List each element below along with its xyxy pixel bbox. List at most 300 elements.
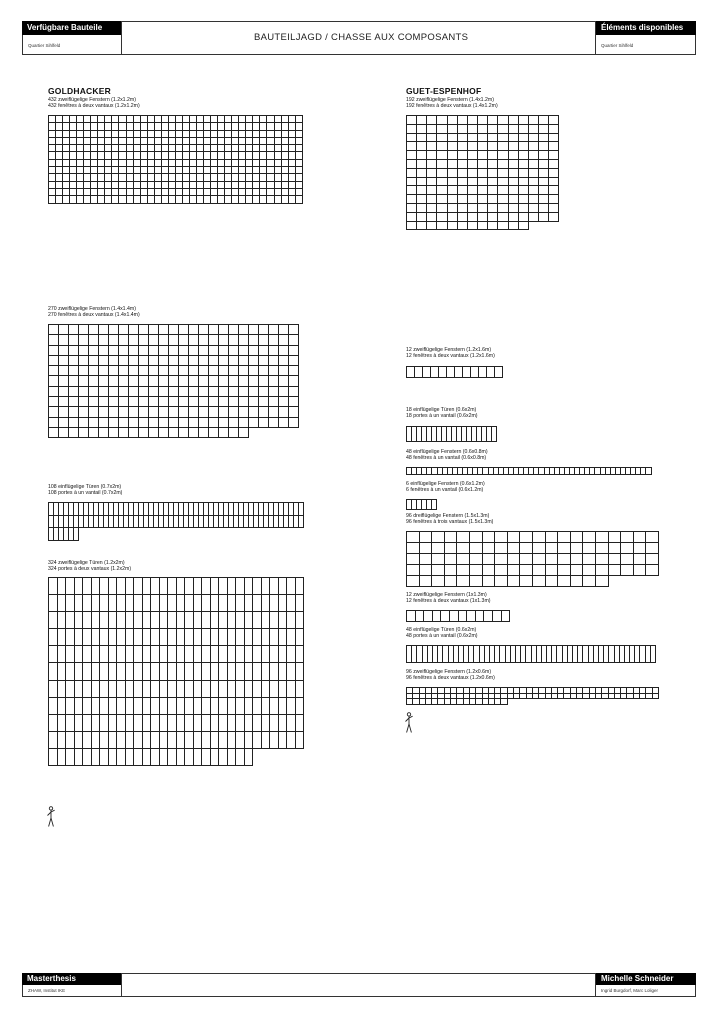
component-cell	[148, 174, 155, 181]
component-cell	[218, 152, 225, 159]
component-cell	[253, 145, 260, 152]
component-cell	[211, 167, 218, 174]
component-cell	[296, 578, 305, 595]
component-cell	[539, 125, 549, 134]
component-cell	[225, 138, 232, 145]
component-cell	[139, 356, 149, 366]
component-cell	[84, 174, 91, 181]
component-cell	[59, 346, 69, 356]
component-cell	[126, 629, 135, 646]
component-cell	[129, 418, 139, 428]
caption-de: 108 einflügelige Türen (0.7x2m)	[48, 484, 122, 490]
component-cell	[204, 167, 211, 174]
component-cell	[143, 612, 152, 629]
component-cell	[229, 346, 239, 356]
component-cell	[571, 532, 584, 543]
component-cell	[49, 167, 56, 174]
component-cell	[253, 629, 262, 646]
component-cell	[269, 418, 279, 428]
component-cell	[437, 204, 447, 213]
component-cell	[91, 196, 98, 203]
component-cell	[296, 138, 303, 145]
component-cell	[269, 376, 279, 386]
component-cell	[509, 186, 519, 195]
component-cell	[269, 346, 279, 356]
component-cell	[169, 418, 179, 428]
component-cell	[458, 195, 468, 204]
component-cell	[151, 646, 160, 663]
component-cell	[437, 178, 447, 187]
component-cell	[129, 407, 139, 417]
component-cell	[260, 182, 267, 189]
component-cell	[117, 749, 126, 766]
footer-left-sub: ZHAW, Institut IKE	[28, 988, 66, 993]
component-cell	[168, 646, 177, 663]
component-cell	[218, 123, 225, 130]
component-cell	[204, 189, 211, 196]
component-cell	[105, 167, 112, 174]
component-cell	[109, 612, 118, 629]
component-cell	[112, 174, 119, 181]
component-cell	[211, 578, 220, 595]
component-cell	[424, 611, 433, 622]
component-cell	[168, 612, 177, 629]
component-cell	[177, 749, 186, 766]
component-cell	[427, 142, 437, 151]
component-cell	[253, 715, 262, 732]
component-cell	[228, 698, 237, 715]
component-cell	[211, 595, 220, 612]
component-cell	[179, 366, 189, 376]
component-cell	[141, 123, 148, 130]
component-cell	[239, 167, 246, 174]
component-cell	[89, 356, 99, 366]
component-cell	[269, 387, 279, 397]
component-cell	[151, 749, 160, 766]
component-cell	[179, 325, 189, 335]
component-cell	[119, 167, 126, 174]
component-cell	[119, 397, 129, 407]
component-cell	[450, 611, 459, 622]
component-cell	[282, 189, 289, 196]
component-cell	[427, 134, 437, 143]
component-cell	[58, 595, 67, 612]
component-cell	[117, 732, 126, 749]
component-cell	[160, 663, 169, 680]
component-grid	[406, 467, 652, 475]
component-cell	[92, 732, 101, 749]
caption-fr: 96 fenêtres à trois vantaux (1.5x1.3m)	[406, 518, 494, 525]
component-cell	[79, 418, 89, 428]
component-cell	[407, 169, 417, 178]
component-cell	[194, 578, 203, 595]
component-cell	[151, 663, 160, 680]
component-cell	[176, 174, 183, 181]
component-cell	[417, 151, 427, 160]
component-cell	[109, 663, 118, 680]
component-cell	[197, 167, 204, 174]
component-cell	[204, 131, 211, 138]
component-cell	[546, 554, 559, 565]
component-cell	[470, 543, 483, 554]
component-cell	[249, 407, 259, 417]
component-cell	[296, 663, 305, 680]
component-cell	[49, 346, 59, 356]
component-cell	[445, 554, 458, 565]
component-cell	[520, 532, 533, 543]
component-cell	[197, 123, 204, 130]
component-cell	[427, 116, 437, 125]
component-cell	[249, 376, 259, 386]
component-cell	[539, 169, 549, 178]
component-cell	[79, 387, 89, 397]
component-cell	[270, 629, 279, 646]
component-cell	[179, 428, 189, 438]
component-cell	[488, 195, 498, 204]
component-cell	[289, 335, 299, 345]
component-cell	[141, 138, 148, 145]
component-cell	[549, 142, 559, 151]
component-cell	[282, 145, 289, 152]
component-cell	[112, 189, 119, 196]
component-cell	[89, 387, 99, 397]
component-cell	[119, 145, 126, 152]
component-cell	[275, 196, 282, 203]
component-cell	[236, 715, 245, 732]
component-cell	[270, 732, 279, 749]
component-cell	[239, 325, 249, 335]
component-cell	[508, 565, 521, 576]
component-cell	[275, 174, 282, 181]
component-cell	[296, 174, 303, 181]
component-cell	[155, 189, 162, 196]
component-cell	[109, 397, 119, 407]
footer-right-tag: Michelle Schneider	[596, 973, 696, 985]
component-cell	[634, 532, 647, 543]
component-cell	[289, 366, 299, 376]
component-cell	[199, 335, 209, 345]
component-cell	[282, 138, 289, 145]
component-cell	[134, 663, 143, 680]
component-cell	[99, 335, 109, 345]
component-cell	[282, 116, 289, 123]
component-cell	[533, 565, 546, 576]
component-cell	[69, 428, 79, 438]
component-cell	[596, 543, 609, 554]
component-cell	[204, 174, 211, 181]
component-cell	[199, 366, 209, 376]
component-cell	[49, 131, 56, 138]
component-cell	[143, 732, 152, 749]
component-cell	[105, 131, 112, 138]
component-cell	[168, 629, 177, 646]
component-cell	[279, 397, 289, 407]
component-cell	[495, 576, 508, 587]
component-cell	[151, 715, 160, 732]
component-cell	[228, 681, 237, 698]
component-cell	[253, 681, 262, 698]
component-cell	[209, 387, 219, 397]
component-cell	[427, 213, 437, 222]
component-cell	[49, 376, 59, 386]
component-cell	[70, 182, 77, 189]
component-cell	[63, 116, 70, 123]
component-cell	[431, 367, 439, 378]
component-cell	[458, 222, 468, 231]
caption-de: 270 zweiflügelige Fenstern (1.4x1.4m)	[48, 306, 136, 312]
component-cell	[139, 325, 149, 335]
component-cell	[190, 131, 197, 138]
component-cell	[502, 611, 511, 622]
component-cell	[245, 681, 254, 698]
component-cell	[468, 134, 478, 143]
component-cell	[488, 116, 498, 125]
component-cell	[253, 595, 262, 612]
component-cell	[270, 663, 279, 680]
component-cell	[275, 138, 282, 145]
component-cell	[70, 152, 77, 159]
component-cell	[105, 160, 112, 167]
component-cell	[197, 138, 204, 145]
component-cell	[162, 131, 169, 138]
component-cell	[270, 612, 279, 629]
component-cell	[168, 578, 177, 595]
component-cell	[190, 145, 197, 152]
component-cell	[478, 178, 488, 187]
component-cell	[471, 367, 479, 378]
component-cell	[246, 160, 253, 167]
component-cell	[260, 131, 267, 138]
component-cell	[126, 749, 135, 766]
component-cell	[432, 554, 445, 565]
component-cell	[228, 578, 237, 595]
component-cell	[69, 325, 79, 335]
component-cell	[236, 612, 245, 629]
component-cell	[609, 554, 622, 565]
component-cell	[427, 178, 437, 187]
component-cell	[262, 629, 271, 646]
component-cell	[162, 167, 169, 174]
component-cell	[168, 715, 177, 732]
component-cell	[609, 532, 622, 543]
component-cell	[99, 376, 109, 386]
component-cell	[66, 681, 75, 698]
component-cell	[91, 138, 98, 145]
component-cell	[134, 160, 141, 167]
component-cell	[139, 366, 149, 376]
component-cell	[139, 418, 149, 428]
component-cell	[100, 732, 109, 749]
component-cell	[63, 145, 70, 152]
component-cell	[432, 500, 437, 510]
component-cell	[253, 732, 262, 749]
component-cell	[289, 387, 299, 397]
component-cell	[49, 646, 58, 663]
component-cell	[249, 346, 259, 356]
component-cell	[267, 167, 274, 174]
component-cell	[218, 189, 225, 196]
component-cell	[468, 125, 478, 134]
component-cell	[253, 131, 260, 138]
component-cell	[219, 698, 228, 715]
component-cell	[260, 145, 267, 152]
component-cell	[249, 397, 259, 407]
component-cell	[262, 595, 271, 612]
component-cell	[134, 595, 143, 612]
component-cell	[66, 595, 75, 612]
component-cell	[239, 152, 246, 159]
component-cell	[269, 407, 279, 417]
component-cell	[109, 407, 119, 417]
component-cell	[508, 576, 521, 587]
component-cell	[59, 407, 69, 417]
component-cell	[211, 681, 220, 698]
component-cell	[498, 142, 508, 151]
component-cell	[484, 611, 493, 622]
component-cell	[77, 182, 84, 189]
component-cell	[596, 576, 609, 587]
component-cell	[457, 576, 470, 587]
component-cell	[91, 182, 98, 189]
component-cell	[183, 123, 190, 130]
component-cell	[117, 629, 126, 646]
component-cell	[119, 376, 129, 386]
component-cell	[119, 182, 126, 189]
component-cell	[59, 335, 69, 345]
component-cell	[159, 325, 169, 335]
component-cell	[99, 407, 109, 417]
component-cell	[519, 195, 529, 204]
component-cell	[245, 749, 254, 766]
caption-fr: 270 fenêtres à deux vantaux (1.4x1.4m)	[48, 311, 140, 318]
component-cell	[232, 160, 239, 167]
component-cell	[190, 196, 197, 203]
component-cell	[269, 325, 279, 335]
component-cell	[49, 595, 58, 612]
component-cell	[417, 204, 427, 213]
component-cell	[169, 335, 179, 345]
component-cell	[134, 174, 141, 181]
component-cell	[127, 145, 134, 152]
component-cell	[126, 595, 135, 612]
component-cell	[49, 356, 59, 366]
component-cell	[177, 715, 186, 732]
component-cell	[119, 335, 129, 345]
component-cell	[259, 346, 269, 356]
component-cell	[56, 152, 63, 159]
component-cell	[119, 189, 126, 196]
component-cell	[228, 612, 237, 629]
component-cell	[458, 204, 468, 213]
component-cell	[420, 565, 433, 576]
component-cell	[155, 123, 162, 130]
component-cell	[279, 356, 289, 366]
component-cell	[197, 182, 204, 189]
caption-de: 96 dreiflügelige Fenstern (1.5x1.3m)	[406, 513, 490, 519]
component-cell	[91, 189, 98, 196]
component-cell	[219, 681, 228, 698]
component-cell	[162, 160, 169, 167]
component-cell	[218, 145, 225, 152]
component-grid	[48, 577, 304, 766]
component-cell	[488, 169, 498, 178]
component-cell	[109, 698, 118, 715]
component-cell	[253, 123, 260, 130]
component-cell	[509, 169, 519, 178]
component-cell	[279, 646, 288, 663]
component-cell	[202, 732, 211, 749]
component-cell	[98, 160, 105, 167]
component-cell	[159, 376, 169, 386]
human-scale-figure-icon	[46, 806, 56, 828]
component-cell	[448, 213, 458, 222]
component-cell	[117, 646, 126, 663]
component-cell	[447, 367, 455, 378]
component-cell	[519, 125, 529, 134]
component-cell	[270, 578, 279, 595]
component-cell	[126, 646, 135, 663]
component-cell	[183, 138, 190, 145]
component-cell	[100, 663, 109, 680]
component-cell	[66, 646, 75, 663]
caption-group	[48, 485, 122, 496]
component-cell	[63, 123, 70, 130]
component-cell	[279, 366, 289, 376]
component-cell	[279, 418, 289, 428]
component-cell	[546, 565, 559, 576]
component-cell	[529, 204, 539, 213]
component-cell	[63, 167, 70, 174]
component-cell	[621, 543, 634, 554]
component-cell	[197, 196, 204, 203]
component-cell	[407, 532, 420, 543]
component-cell	[149, 325, 159, 335]
component-cell	[218, 174, 225, 181]
component-cell	[84, 145, 91, 152]
component-cell	[169, 428, 179, 438]
component-cell	[75, 646, 84, 663]
component-cell	[109, 387, 119, 397]
component-grid	[48, 502, 304, 541]
component-cell	[160, 749, 169, 766]
component-cell	[119, 346, 129, 356]
component-cell	[509, 195, 519, 204]
component-cell	[478, 151, 488, 160]
component-cell	[259, 407, 269, 417]
component-cell	[129, 387, 139, 397]
component-cell	[546, 532, 559, 543]
component-cell	[75, 595, 84, 612]
component-cell	[190, 167, 197, 174]
component-cell	[296, 715, 305, 732]
component-cell	[84, 131, 91, 138]
component-cell	[239, 116, 246, 123]
component-cell	[117, 578, 126, 595]
component-cell	[190, 174, 197, 181]
component-cell	[100, 749, 109, 766]
component-cell	[232, 116, 239, 123]
component-cell	[151, 681, 160, 698]
component-cell	[75, 578, 84, 595]
component-cell	[190, 189, 197, 196]
page-title: BAUTEILJAGD / CHASSE AUX COMPOSANTS	[254, 32, 469, 43]
component-cell	[549, 204, 559, 213]
component-cell	[49, 578, 58, 595]
header-divider-left	[121, 21, 122, 55]
component-cell	[155, 167, 162, 174]
component-cell	[169, 182, 176, 189]
component-cell	[151, 595, 160, 612]
